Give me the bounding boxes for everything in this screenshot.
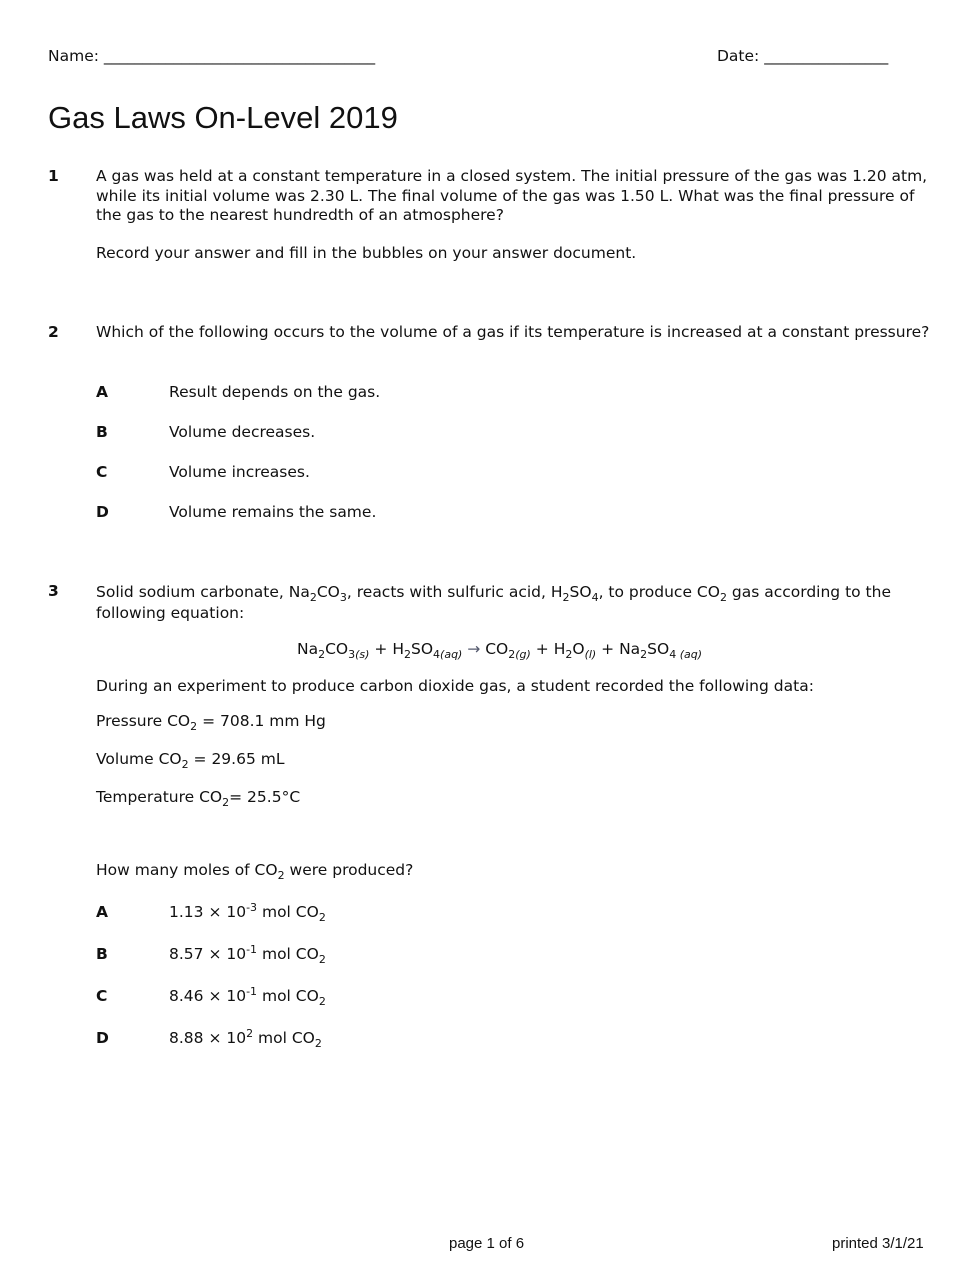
temperature-reading: Temperature $CO_2= 25.5^\circ C$: [96, 788, 301, 810]
q3-option-c-text: $8.46 \times 10^{-1}$ mol $CO_2$: [169, 984, 326, 1009]
q3-option-b-letter: B: [96, 945, 108, 963]
pressure-reading: Pressure $CO_2 = 708.1$ mm Hg: [96, 712, 326, 734]
question-3-prompt: How many moles of $CO_2$ were produced?: [96, 861, 414, 883]
q2-option-a-letter: A: [96, 383, 108, 401]
question-3-data-intro: During an experiment to produce carbon dioxide gas, a student recorded the following data:: [96, 677, 814, 695]
q3-option-a-letter: A: [96, 903, 108, 921]
question-1-instruction: Record your answer and fill in the bubbles on your answer document.: [96, 244, 637, 262]
q2-option-b-text: Volume decreases.: [169, 423, 316, 441]
date-field-label: Date: ________________: [717, 47, 889, 65]
question-1-text: A gas was held at a constant temperature in a closed system. The initial pressure of the gas was 1.20 atm, while its initial volume was 2.30 L. The final volume of the gas was 1.50 L. What was the final pressure of the gas to the nearest hundredth of an atmosphere?: [96, 167, 928, 224]
q2-option-d-letter: D: [96, 503, 109, 521]
q3-option-a-text: $1.13 \times 10^{-3}$ mol $CO_2$: [169, 900, 326, 925]
reaction-arrow-icon: →: [467, 640, 481, 658]
page-number: page 1 of 6: [449, 1235, 525, 1252]
question-2-text: Which of the following occurs to the volume of a gas if its temperature is increased at a constant pressure?: [96, 323, 930, 341]
q3-option-d-text: $8.88 \times 10^2$ mol $CO_2$: [169, 1026, 322, 1051]
printed-date: printed 3/1/21: [832, 1235, 924, 1252]
q2-option-d-text: Volume remains the same.: [169, 503, 377, 521]
question-3-intro: Solid sodium carbonate, $Na_2CO_3$, reacts with sulfuric acid, $H_2SO_4$, to produce $CO_2$ gas according to the following equation:: [96, 583, 891, 622]
q2-option-b-letter: B: [96, 423, 108, 441]
question-2-number: 2: [48, 323, 59, 341]
question-1-number: 1: [48, 167, 59, 185]
q3-option-b-text: $8.57 \times 10^{-1}$ mol $CO_2$: [169, 942, 326, 967]
q3-option-c-letter: C: [96, 987, 108, 1005]
page-title: Gas Laws On-Level 2019: [48, 100, 398, 135]
chemical-equation: $Na_2CO_{3(s)} + H_2SO_{4(aq)} \to CO_{2(g)} + H_2O_{(l)} + Na_2SO_{4 (aq)}$: [297, 640, 703, 662]
q2-option-c-letter: C: [96, 463, 108, 481]
q3-option-d-letter: D: [96, 1029, 109, 1047]
volume-reading: Volume $CO_2 = 29.65$ mL: [96, 750, 285, 772]
name-field-label: Name: ___________________________________: [48, 47, 376, 65]
question-3-number: 3: [48, 582, 59, 600]
q2-option-c-text: Volume increases.: [169, 463, 310, 481]
q2-option-a-text: Result depends on the gas.: [169, 383, 381, 401]
